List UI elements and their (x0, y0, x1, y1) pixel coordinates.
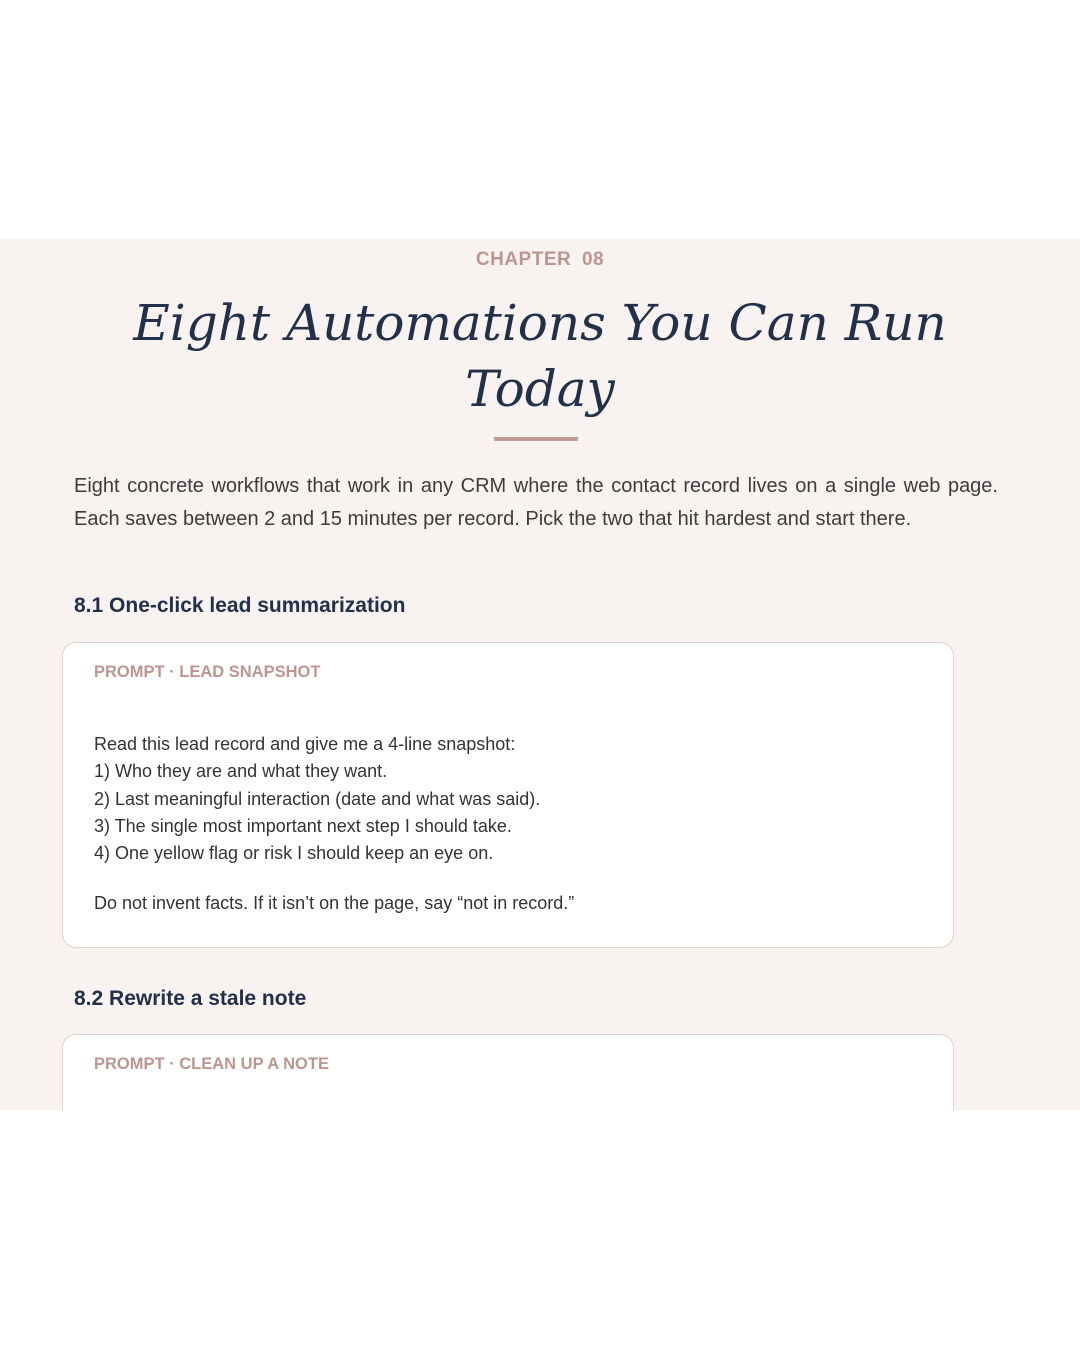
chapter-title: Eight Automations You Can Run Today (133, 294, 947, 418)
title-divider (494, 437, 578, 441)
prompt-text (94, 731, 924, 867)
section-heading-8-2: 8.2 Rewrite a stale note (74, 987, 307, 1010)
prompt-label: PROMPT · LEAD SNAPSHOT (94, 663, 321, 681)
intro-paragraph: Eight concrete workflows that work in any CRM where the contact record lives on a single web page. Each saves between 2 and 15 minutes per record. Pick the two that hit hardest and start there. (74, 475, 998, 530)
prompt-line: 4) One yellow flag or risk I should keep an eye on. (94, 843, 494, 864)
prompt-line: 3) The single most important next step I should take. (94, 815, 512, 836)
chapter-label: CHAPTER 08 (475, 249, 605, 270)
prompt-card-lead-snapshot (62, 642, 954, 948)
prompt-line: 2) Last meaningful interaction (date and what was said). (94, 788, 541, 809)
prompt-line: 1) Who they are and what they want. (94, 761, 388, 782)
prompt-line: Read this lead record and give me a 4-line snapshot: (94, 734, 516, 754)
bottom-margin (0, 1110, 1080, 1350)
prompt-label: PROMPT · CLEAN UP A NOTE (94, 1055, 329, 1073)
prompt-footer: Do not invent facts. If it isn’t on the page, say “not in record.” (94, 893, 575, 913)
section-heading-8-1: 8.1 One-click lead summarization (74, 594, 406, 617)
